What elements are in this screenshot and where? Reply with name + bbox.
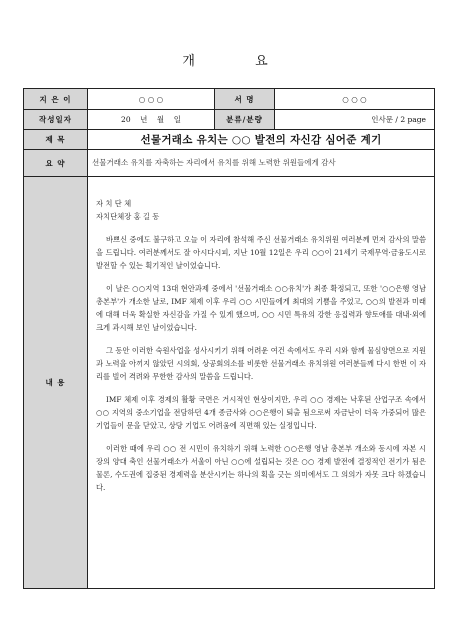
- category-value: 인사문 / 2 page: [275, 110, 435, 130]
- summary-form-table: [23, 88, 435, 589]
- content-label: 내 용: [24, 177, 88, 589]
- signature-value: ○ ○ ○: [275, 89, 435, 110]
- content-paragraph: IMF 체제 이후 경제의 활황 국면은 거시적인 현상이지만, 우리 ○○ 경제는 낙후된 산업구조 속에서 ○○ 지역의 중소기업을 전담하던 4개 종금사와 ○○은행이 퇴출 됨으로써 자금난이 더욱 가중되어 많은 기업들이 문을 닫았고, 상당 기업도 어려움에 직면해 있는 실정입니다.: [96, 395, 426, 430]
- summary-value: 선물거래소 유치를 자축하는 자리에서 유치를 위해 노력한 위원들에게 감사: [88, 150, 435, 177]
- document-title: 개 요: [182, 54, 296, 69]
- presenter-label: 지 은 이: [24, 89, 88, 110]
- presenter-value: ○ ○ ○: [88, 89, 215, 110]
- content-paragraph: 이 날은 ○○지역 13대 현안과제 중에서 '선물거래소 ○○유치'가 최종 확정되고, 또한 '○○은행 영남 총본부'가 개소한 날로, IMF 체제 이후 우리 ○○ 시민들에게 최대의 기쁨을 주었고, ○○의 발전과 미래에 대해 더욱 확실한 자신감을 가질 수 있게 했으며, ○○ 시민 특유의 강한 응집력과 향토애를 대내·외에 크게 과시해 보인 날이었습니다.: [96, 284, 426, 332]
- signature-label: 서 명: [215, 89, 275, 110]
- subject-label: 제 목: [24, 130, 88, 150]
- summary-label: 요 약: [24, 150, 88, 177]
- date-label: 작성일자: [24, 110, 88, 130]
- category-label: 분류/분량: [215, 110, 275, 130]
- subject-value: 선물거래소 유치는 ○○ 발전의 자신감 심어준 계기: [88, 130, 435, 150]
- content-paragraph: 이러한 때에 우리 ○○ 전 시민이 유치하기 위해 노력한 ○○은행 영남 총본부 개소와 동시에 자본 시장의 양대 축인 선물거래소가 서울이 아닌 ○○에 설립되는 것은 ○○ 경제 발전에 결정적인 전기가 됨은 물론, 수도권에 집중된 경제력을 분산시키는 하나의 획을 긋는 의미에서도 그 의의가 자못 크다 하겠습니다.: [96, 444, 426, 492]
- content-paragraph: 바쁘신 중에도 불구하고 오늘 이 자리에 참석해 주신 선물거래소 유치위원 여러분께 먼저 감사의 말씀을 드립니다. 여러분께서도 잘 아시다시피, 지난 10월 12일은 우리 ○○이 21세기 국제무역·금융도시로 발전할 수 있는 획기적인 날이었습니다.: [96, 235, 426, 270]
- content-sender: 자치단체장 홍 길 동: [96, 212, 160, 221]
- content-body: [88, 177, 435, 589]
- date-value: 20 년 월 일: [88, 110, 215, 130]
- content-addressee: 자 치 단 체: [96, 199, 132, 208]
- content-paragraph: 그 동안 이러한 숙원사업을 성사시키기 위해 어려운 여건 속에서도 우리 시와 함께 물심양면으로 지원과 노력을 아끼지 않았던 시의회, 상공회의소를 비롯한 선물거래소 유치위원 여러분들께 다시 한번 이 자리를 빌어 격려와 무한한 감사의 말씀을 드립니다.: [96, 346, 426, 381]
